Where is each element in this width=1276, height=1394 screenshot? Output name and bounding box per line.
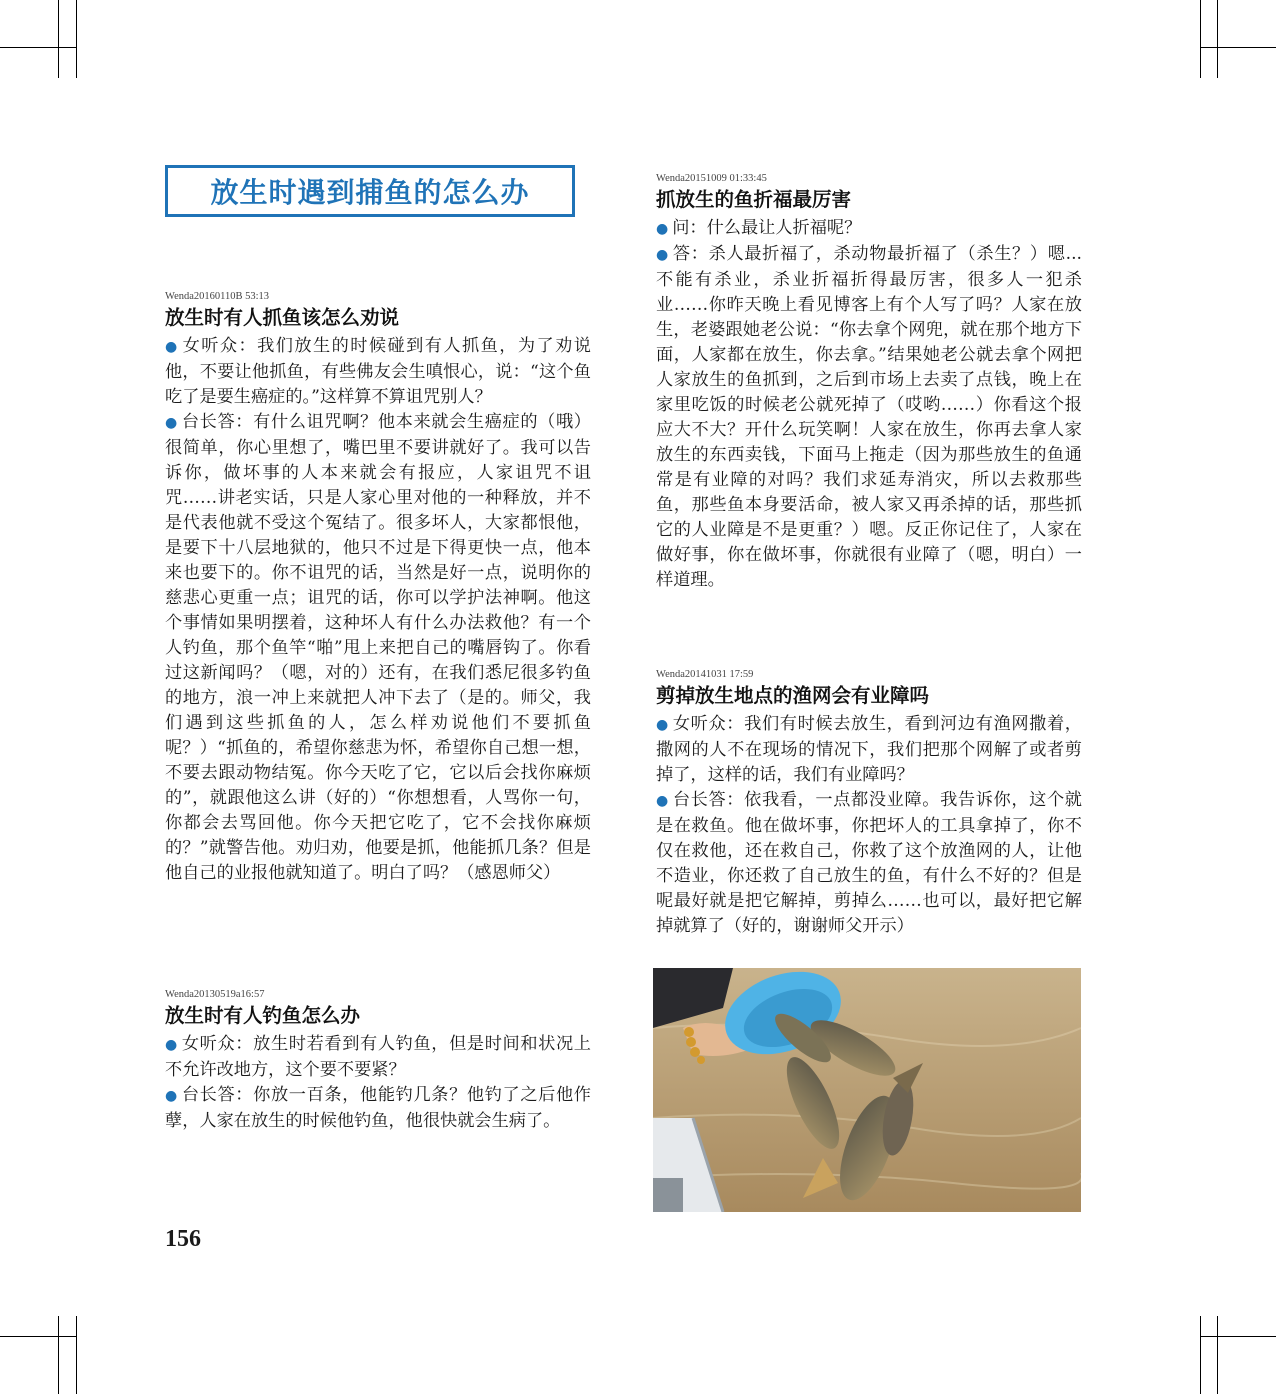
article-meta: Wenda20141031 17:59 [656, 669, 754, 680]
bullet-dot-icon: ● [656, 793, 669, 809]
crop-mark [1200, 47, 1276, 48]
crop-mark [1200, 0, 1201, 78]
article-catching-released-fish [656, 172, 1082, 593]
crop-mark [58, 0, 59, 78]
page-title: 放生时遇到捕鱼的怎么办 [210, 176, 530, 209]
crop-mark [1200, 1336, 1276, 1337]
article-fishing [165, 988, 591, 1134]
article-meta: Wenda20160110B 53:13 [165, 291, 270, 302]
crop-mark [1217, 0, 1218, 78]
bullet-dot-icon: ● [165, 1088, 178, 1104]
bullet-dot-icon: ● [165, 339, 179, 355]
article-heading: 放生时有人抓鱼该怎么劝说 [165, 306, 400, 329]
page-number: 156 [165, 1226, 201, 1252]
article-cutting-nets [656, 668, 1082, 939]
answer-paragraph: ● 台长答：有什么诅咒啊？他本来就会生癌症的（哦）很简单，你心里想了，嘴巴里不要讲就好了。我可以告诉你，做坏事的人本来就会有报应，人家诅咒不诅咒……讲老实话，只是人家心里对他的一种释放，并不是代表他就不受这个冤结了。很多坏人，大家都恨他，是要下十八层地狱的，他只不过是下得更快一点，他本来也要下的。你不诅咒的话，当然是好一点，说明你的慈悲心更重一点；诅咒的话，你可以学护法神啊。他这个事情如果明摆着，这种坏人有什么办法救他？有一个人钓鱼，那个鱼竿“啪”甩上来把自己的嘴唇钩了。你看过这新闻吗？（嗯，对的）还有，在我们悉尼很多钓鱼的地方，浪一冲上来就把人冲下去了（是的。师父，我们遇到这些抓鱼的人，怎么样劝说他们不要抓鱼呢？）“抓鱼的，希望你慈悲为怀，希望你自己想一想，不要去跟动物结冤。你今天吃了它，它以后会找你麻烦的”，就跟他这么讲（好的）“你想想看，人骂你一句，你都会去骂回他。你今天把它吃了，它不会找你麻烦的？”就警告他。劝归劝，他要是抓，他能抓几条？但是他自己的业报他就知道了。明白了吗？（感恩师父） [165, 412, 591, 883]
crop-mark [1217, 1316, 1218, 1394]
page-title-box [165, 165, 575, 217]
fish-release-photo [653, 968, 1081, 1212]
article-heading: 放生时有人钓鱼怎么办 [165, 1004, 361, 1027]
answer-paragraph: ● 答：杀人最折福了，杀动物最折福了（杀生？）嗯...不能有杀业，杀业折福折得最厉害，很多人一犯杀业……你昨天晚上看见博客上有个人写了吗？人家在放生，老婆跟她老公说：“你去拿个网兜，就在那个地方下面，人家都在放生，你去拿。”结果她老公就去拿个网把人家放生的鱼抓到，之后到市场上去卖了点钱，晚上在家里吃饭的时候老公就死掉了（哎哟……）你看这个报应大不大？开什么玩笑啊！人家在放生，你再去拿人家放生的东西卖钱，下面马上拖走（因为那些放生的鱼通常是有业障的对吗？我们求延寿消灾，所以去救那些鱼，那些鱼本身要活命，被人家又再杀掉的话，那些抓它的人业障是不是更重？）嗯。反正你记住了，人家在做好事，你在做坏事，你就很有业障了（嗯，明白）一样道理。 [656, 244, 1082, 590]
article-heading: 抓放生的鱼折福最厉害 [656, 188, 852, 211]
crop-mark [0, 47, 76, 48]
question-paragraph: ● 女听众：我们有时候去放生，看到河边有渔网撒着，撒网的人不在现场的情况下，我们把那个网解了或者剪掉了，这样的话，我们有业障吗？ [656, 714, 1082, 785]
crop-mark [58, 1316, 59, 1394]
bullet-dot-icon: ● [656, 717, 669, 733]
bullet-dot-icon: ● [656, 247, 669, 263]
crop-mark [0, 1336, 76, 1337]
question-paragraph: ● 问：什么最让人折福呢？ [656, 218, 862, 238]
crop-mark [1200, 1316, 1201, 1394]
question-paragraph: ● 女听众：放生时若看到有人钓鱼，但是时间和状况上不允许改地方，这个要不要紧？ [165, 1034, 591, 1080]
article-catching-fish [165, 290, 591, 886]
article-heading: 剪掉放生地点的渔网会有业障吗 [656, 684, 930, 707]
question-paragraph: ● 女听众：我们放生的时候碰到有人抓鱼，为了劝说他，不要让他抓鱼，有些佛友会生嗔恨心，说：“这个鱼吃了是要生癌症的。”这样算不算诅咒别人？ [165, 336, 591, 407]
bullet-dot-icon: ● [165, 415, 178, 431]
answer-paragraph: ● 台长答：依我看，一点都没业障。我告诉你，这个就是在救鱼。他在做坏事，你把坏人的工具拿掉了，你不仅在救他，还在救自己，你救了这个放渔网的人，让他不造业，你还救了自己放生的鱼，有什么不好的？但是呢最好就是把它解掉，剪掉么……也可以，最好把它解掉就算了（好的，谢谢师父开示） [656, 790, 1082, 936]
article-meta: Wenda20130519a16:57 [165, 989, 265, 1000]
crop-mark [76, 0, 77, 78]
article-meta: Wenda20151009 01:33:45 [656, 173, 767, 184]
fish-release-illustration [653, 968, 1081, 1212]
bullet-dot-icon: ● [656, 221, 669, 237]
bullet-dot-icon: ● [165, 1037, 178, 1053]
answer-paragraph: ● 台长答：你放一百条，他能钓几条？他钓了之后他作孽，人家在放生的时候他钓鱼，他很快就会生病了。 [165, 1085, 591, 1131]
crop-mark [76, 1316, 77, 1394]
